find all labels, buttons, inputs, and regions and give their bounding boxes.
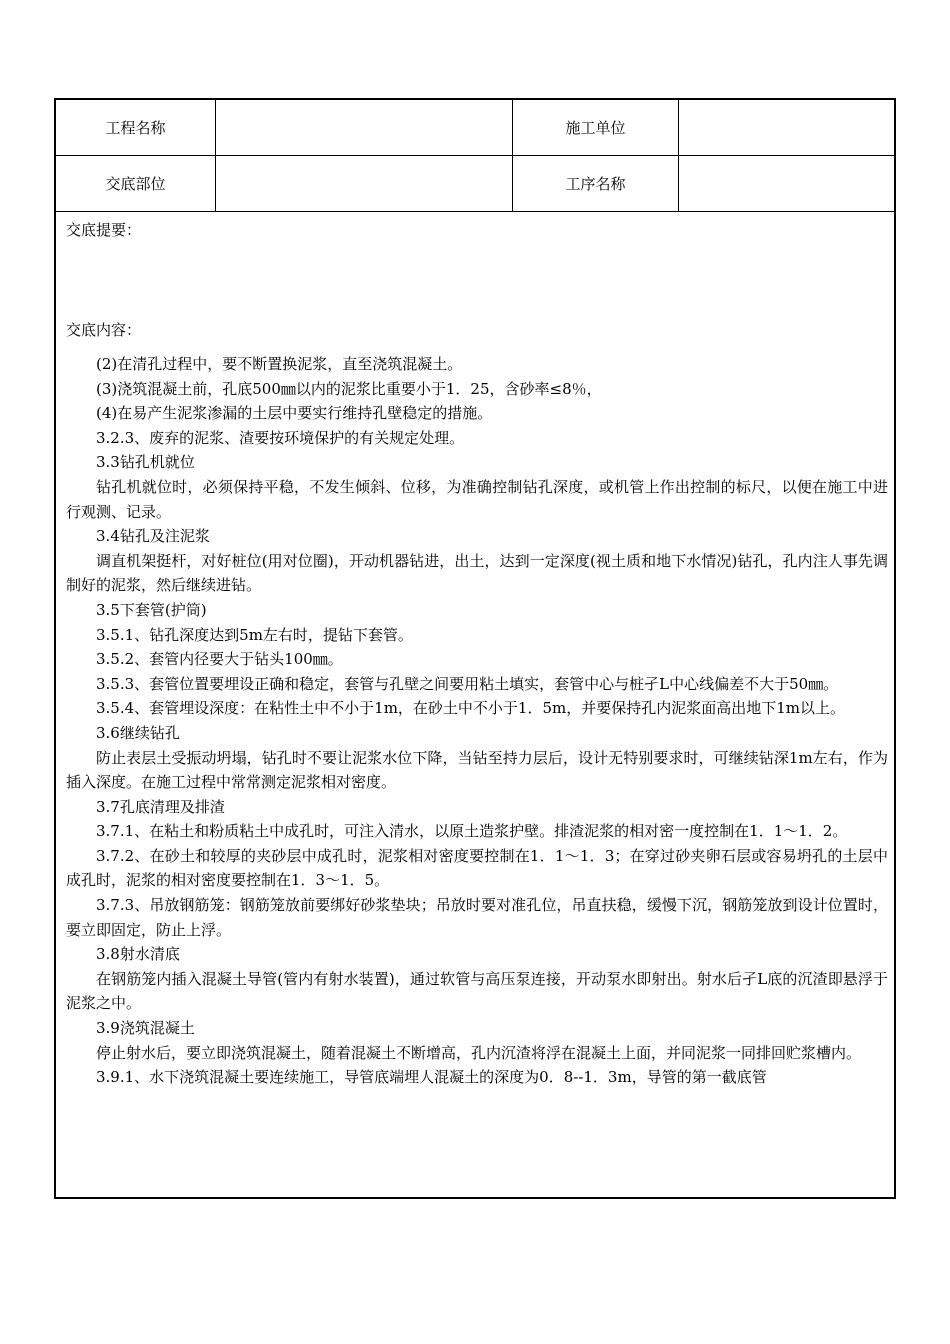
content-paragraph: (4)在易产生泥浆渗漏的土层中要实行维持孔壁稳定的措施。 <box>96 404 493 423</box>
content-paragraph: 在钢筋笼内插入混凝土导管(管内有射水装置)，通过软管与高压泵连接，开动泵水即射出。射水后孑L底的沉渣即悬浮于泥浆之中。 <box>66 969 888 1013</box>
process-name-value <box>679 156 894 211</box>
content-paragraph: 3.2.3、废弃的泥浆、渣要按环境保护的有关规定处理。 <box>96 428 465 447</box>
section-heading: 3.3钻孔机就位 <box>96 453 195 472</box>
construction-unit-value <box>679 100 894 155</box>
content-paragraph: 3.7.2、在砂土和较厚的夹砂层中成孔时，泥浆相对密度要控制在1．1～1．3；在穿过砂夹卵石层或容易坍孔的土层中成孔时，泥浆的相对密度要控制在1．3～1．5。 <box>66 846 888 890</box>
content-paragraph: 3.5.2、套管内径要大于钻头100㎜。 <box>96 650 343 669</box>
process-name-label: 工序名称 <box>513 156 679 211</box>
section-heading: 3.5下套管(护筒) <box>96 600 207 619</box>
project-name-label: 工程名称 <box>56 100 216 155</box>
header-row-1 <box>56 100 894 156</box>
construction-unit-label: 施工单位 <box>513 100 679 155</box>
content-paragraph: 3.7.1、在粘土和粉质粘土中成孔时，可注入清水，以原土造浆护壁。排渣泥浆的相对密一度控制在1．1～1．2。 <box>96 822 848 841</box>
disclosure-form-table <box>54 98 896 1199</box>
project-name-value <box>216 100 513 155</box>
content-paragraph: (3)浇筑混凝土前，孔底500㎜以内的泥浆比重要小于1．25，含砂率≤8％， <box>96 379 602 398</box>
section-heading: 3.4钻孔及注泥浆 <box>96 527 210 546</box>
content-label: 交底内容： <box>66 321 142 339</box>
disclosure-part-value <box>216 156 513 211</box>
content-paragraph: 钻孔机就位时，必须保持平稳，不发生倾斜、位移，为准确控制钻孔深度，或机管上作出控制的标尺，以便在施工中进行观测、记录。 <box>66 477 888 521</box>
section-heading: 3.7孔底清理及排渣 <box>96 797 225 816</box>
disclosure-part-label: 交底部位 <box>56 156 216 211</box>
content-paragraph: 3.9.1、水下浇筑混凝土要连续施工，导管底端埋人混凝土的深度为0．8--1．3m，导管的第一截底管 <box>96 1068 767 1087</box>
content-body <box>66 352 888 1090</box>
section-heading: 3.8射水清底 <box>96 945 180 964</box>
content-paragraph: 3.7.3、吊放钢筋笼：钢筋笼放前要绑好砂浆垫块；吊放时要对准孔位，吊直扶稳，缓慢下沉，钢筋笼放到设计位置时，要立即固定，防止上浮。 <box>66 896 888 939</box>
content-paragraph: 3.5.4、套管埋设深度：在粘性土中不小于1m，在砂土中不小于1．5m，并要保持孔内泥浆面高出地下1m以上。 <box>96 699 846 718</box>
section-heading: 3.9浇筑混凝土 <box>96 1019 195 1038</box>
summary-label: 交底提要： <box>66 221 142 239</box>
section-heading: 3.6继续钻孔 <box>96 723 180 742</box>
content-paragraph: 停止射水后，要立即浇筑混凝土，随着混凝土不断增高，孔内沉渣将浮在混凝土上面，并同泥浆一同排回贮浆槽内。 <box>96 1043 862 1062</box>
content-paragraph: 防止表层土受振动坍塌，钻孔时不要让泥浆水位下降，当钻至持力层后，设计无特别要求时，可继续钻深1m左右，作为插入深度。在施工过程中常常测定泥浆相对密度。 <box>66 748 888 792</box>
content-paragraph: 调直机架挺杆，对好桩位(用对位圈)，开动机器钻进，出土，达到一定深度(视土质和地下水情况)钻孔，孔内注人事先调制好的泥浆，然后继续进钻。 <box>66 551 888 595</box>
header-row-2 <box>56 156 894 212</box>
content-paragraph: (2)在清孔过程中，要不断置换泥浆，直至浇筑混凝土。 <box>96 355 463 373</box>
content-paragraph: 3.5.1、钻孔深度达到5m左右时，提钻下套管。 <box>96 625 413 644</box>
content-paragraph: 3.5.3、套管位置要埋设正确和稳定，套管与孔壁之间要用粘土填实，套管中心与桩孑L中心线偏差不大于50㎜。 <box>96 674 839 693</box>
